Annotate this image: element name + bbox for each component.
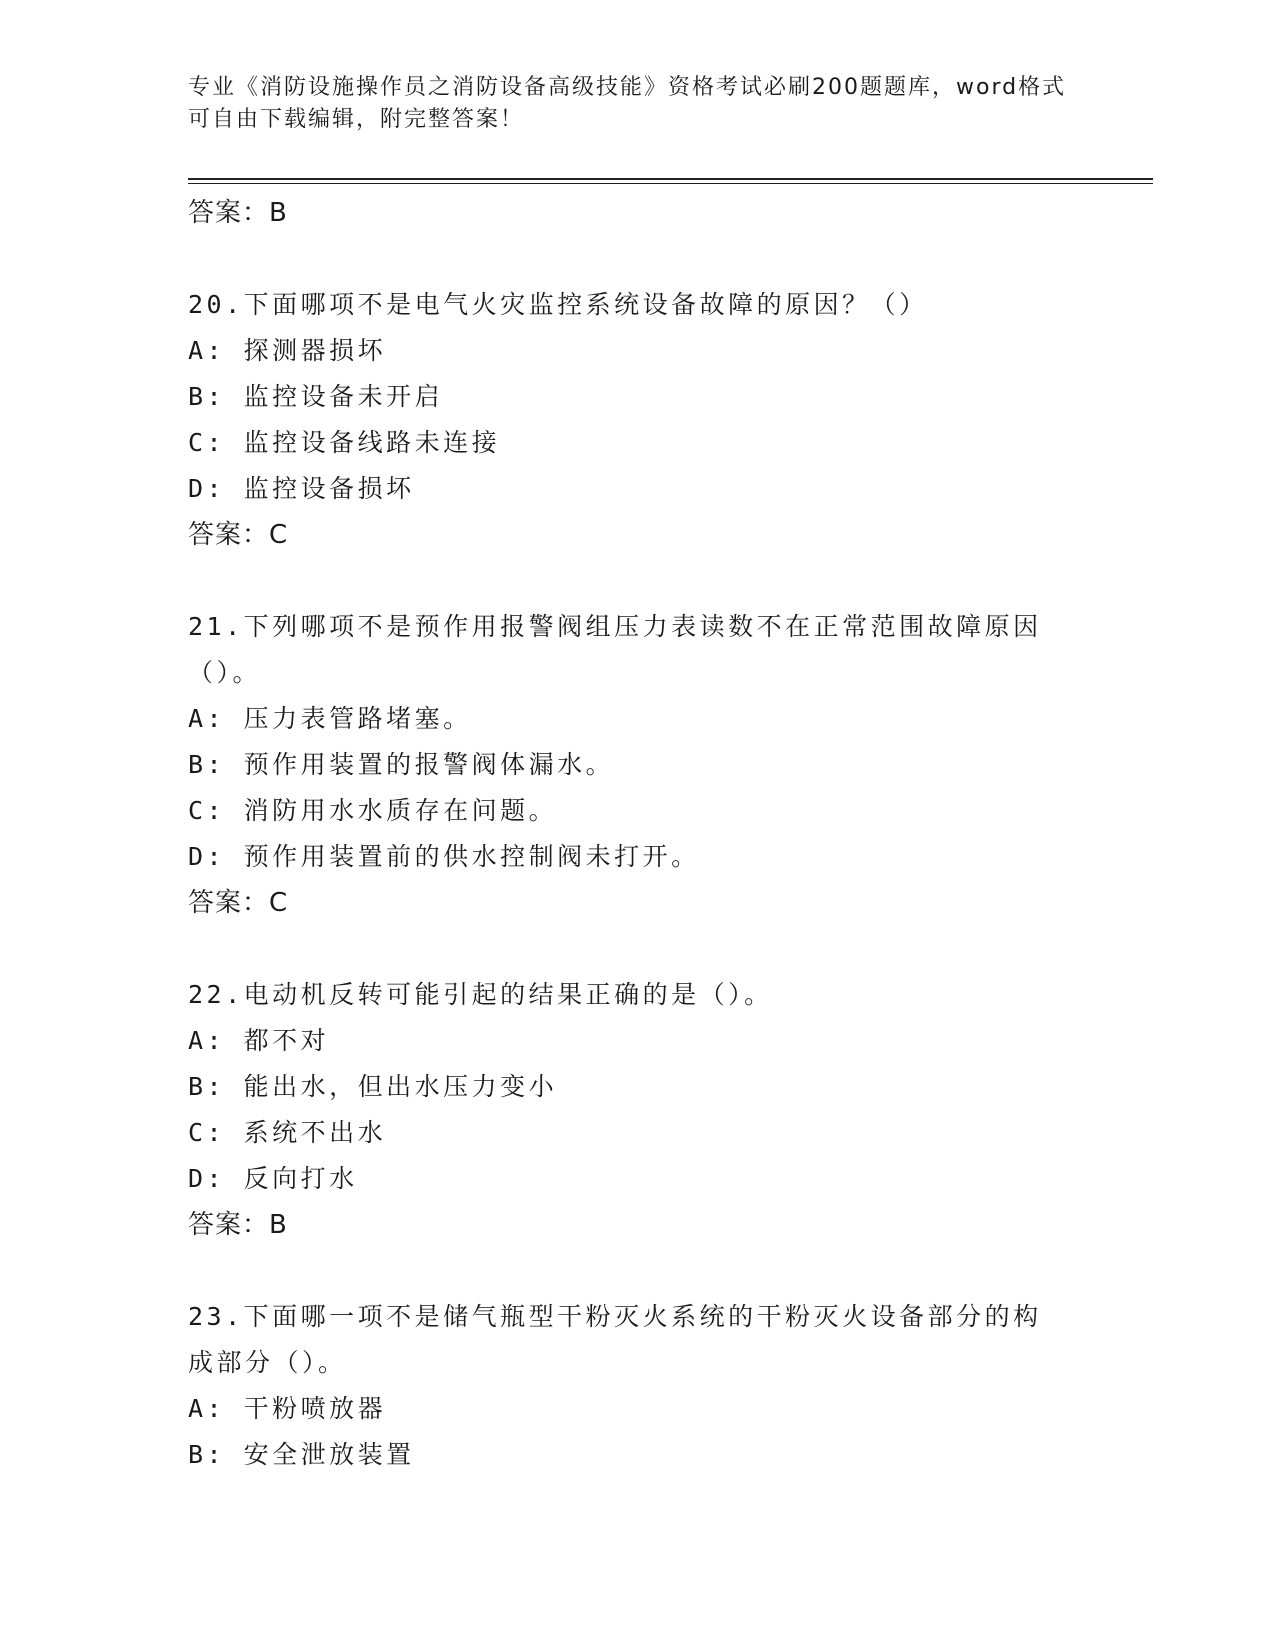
option-b: B: 监控设备未开启: [188, 382, 444, 411]
question-text: 21.下列哪项不是预作用报警阀组压力表读数不在正常范围故障原因（）。: [188, 612, 1042, 687]
option-a: A: 干粉喷放器: [188, 1394, 387, 1423]
option-a: A: 探测器损坏: [188, 336, 387, 365]
question-list: [188, 190, 1088, 1478]
leading-answer: 答案：B: [188, 198, 288, 228]
header-divider-top: [188, 178, 1153, 180]
document-header: 专业《消防设施操作员之消防设备高级技能》资格考试必刷200题题库，word格式可自由下载编辑，附完整答案！: [188, 75, 1067, 132]
answer-line: 答案：B: [188, 1210, 288, 1240]
question-text: 23.下面哪一项不是储气瓶型干粉灭火系统的干粉灭火设备部分的构成部分（）。: [188, 1302, 1042, 1377]
question-text: 22.电动机反转可能引起的结果正确的是（）。: [188, 980, 773, 1009]
spacer: [188, 558, 1088, 604]
spacer: [188, 236, 1088, 282]
question-text: 20.下面哪项不是电气火灾监控系统设备故障的原因？（）: [188, 290, 928, 319]
option-b: B: 安全泄放装置: [188, 1440, 415, 1469]
option-a: A: 压力表管路堵塞。: [188, 704, 472, 733]
option-d: D: 反向打水: [188, 1164, 358, 1193]
option-d: D: 预作用装置前的供水控制阀未打开。: [188, 842, 700, 871]
header-divider-bottom: [188, 183, 1153, 184]
spacer: [188, 1248, 1088, 1294]
option-b: B: 预作用装置的报警阀体漏水。: [188, 750, 615, 779]
spacer: [188, 926, 1088, 972]
answer-line: 答案：C: [188, 888, 289, 918]
option-c: C: 监控设备线路未连接: [188, 428, 501, 457]
answer-line: 答案：C: [188, 520, 289, 550]
option-a: A: 都不对: [188, 1026, 330, 1055]
option-c: C: 系统不出水: [188, 1118, 387, 1147]
option-b: B: 能出水，但出水压力变小: [188, 1072, 558, 1101]
option-d: D: 监控设备损坏: [188, 474, 415, 503]
option-c: C: 消防用水水质存在问题。: [188, 796, 558, 825]
